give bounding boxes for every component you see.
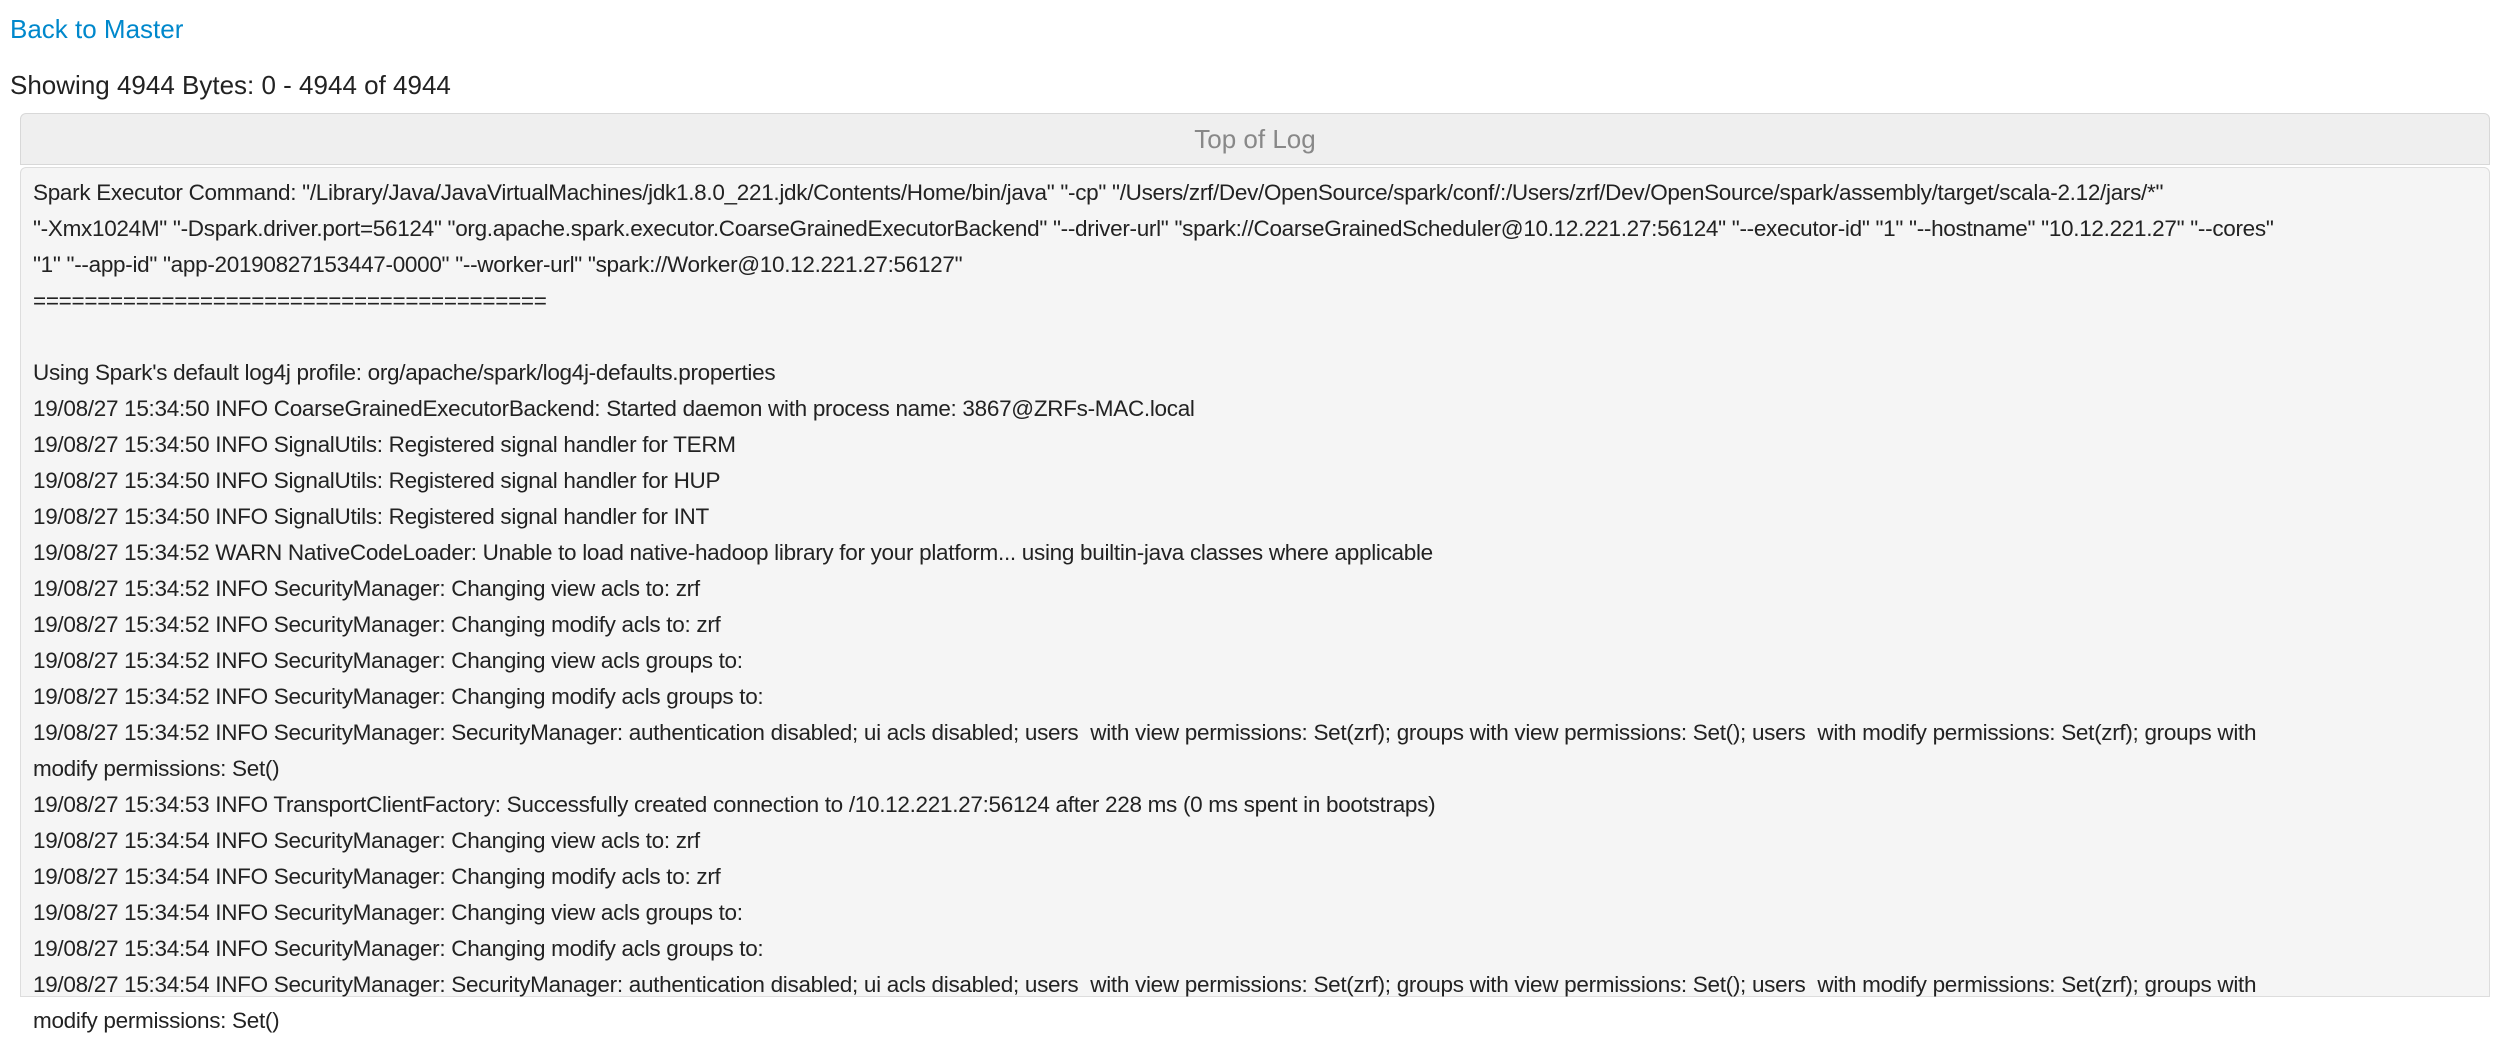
log-line: 19/08/27 15:34:54 INFO SecurityManager: Changing modify acls groups to: (33, 936, 764, 961)
log-line: 19/08/27 15:34:50 INFO SignalUtils: Registered signal handler for INT (33, 504, 709, 529)
log-line: 19/08/27 15:34:50 INFO CoarseGrainedExecutorBackend: Started daemon with process name: 3867@ZRFs-MAC.local (33, 396, 1195, 421)
log-line (33, 319, 2489, 355)
log-line: "-Xmx1024M" "-Dspark.driver.port=56124" "org.apache.spark.executor.CoarseGrainedExecutorBackend" "--driver-url" "spark://CoarseGrainedScheduler@10.12.221.27:56124" "--executor-id" "1" "--hostname" "10.12.221.27" "--cores" (33, 216, 2274, 241)
log-content[interactable] (20, 167, 2490, 1033)
log-line: 19/08/27 15:34:50 INFO SignalUtils: Registered signal handler for TERM (33, 432, 736, 457)
log-line: 19/08/27 15:34:54 INFO SecurityManager: SecurityManager: authentication disabled; ui acls disabled; users with view permissions: Set(zrf); groups with view permissions: Set(); users with modify permissions: Set(zrf); groups with (33, 972, 2257, 997)
top-of-log-button[interactable]: Top of Log (20, 113, 2490, 165)
log-line: 19/08/27 15:34:52 INFO SecurityManager: Changing modify acls groups to: (33, 684, 764, 709)
byte-range-status: Showing 4944 Bytes: 0 - 4944 of 4944 (10, 70, 451, 100)
log-line: 19/08/27 15:34:53 INFO TransportClientFactory: Successfully created connection to /10.12.221.27:56124 after 228 ms (0 ms spent in bootstraps) (33, 792, 1436, 817)
log-line: modify permissions: Set() (33, 1008, 280, 1033)
log-line: ======================================== (33, 288, 547, 313)
log-line: 19/08/27 15:34:52 INFO SecurityManager: Changing modify acls to: zrf (33, 612, 721, 637)
log-line: 19/08/27 15:34:54 INFO SecurityManager: Changing view acls groups to: (33, 900, 743, 925)
log-line: 19/08/27 15:34:52 WARN NativeCodeLoader: Unable to load native-hadoop library for your platform... using builtin-java classes where applicable (33, 540, 1433, 565)
log-line: 19/08/27 15:34:52 INFO SecurityManager: SecurityManager: authentication disabled; ui acls disabled; users with view permissions: Set(zrf); groups with view permissions: Set(); users with modify permissions: Set(zrf); groups with (33, 720, 2257, 745)
log-line: modify permissions: Set() (33, 756, 280, 781)
log-line: 19/08/27 15:34:50 INFO SignalUtils: Registered signal handler for HUP (33, 468, 721, 493)
log-line: 19/08/27 15:34:54 INFO SecurityManager: Changing modify acls to: zrf (33, 864, 721, 889)
back-to-master-link[interactable]: Back to Master (10, 14, 184, 44)
log-line: 19/08/27 15:34:52 INFO SecurityManager: Changing view acls groups to: (33, 648, 743, 673)
log-line: Using Spark's default log4j profile: org/apache/spark/log4j-defaults.properties (33, 360, 776, 385)
log-line: 19/08/27 15:34:54 INFO SecurityManager: Changing view acls to: zrf (33, 828, 700, 853)
log-line: 19/08/27 15:34:52 INFO SecurityManager: Changing view acls to: zrf (33, 576, 700, 601)
log-line: Spark Executor Command: "/Library/Java/JavaVirtualMachines/jdk1.8.0_221.jdk/Contents/Home/bin/java" "-cp" "/Users/zrf/Dev/OpenSource/spark/conf/:/Users/zrf/Dev/OpenSource/spark/assembly/target/scala-2.12/jars/*" (33, 180, 2164, 205)
log-line: "1" "--app-id" "app-20190827153447-0000" "--worker-url" "spark://Worker@10.12.221.27:56127" (33, 252, 963, 277)
